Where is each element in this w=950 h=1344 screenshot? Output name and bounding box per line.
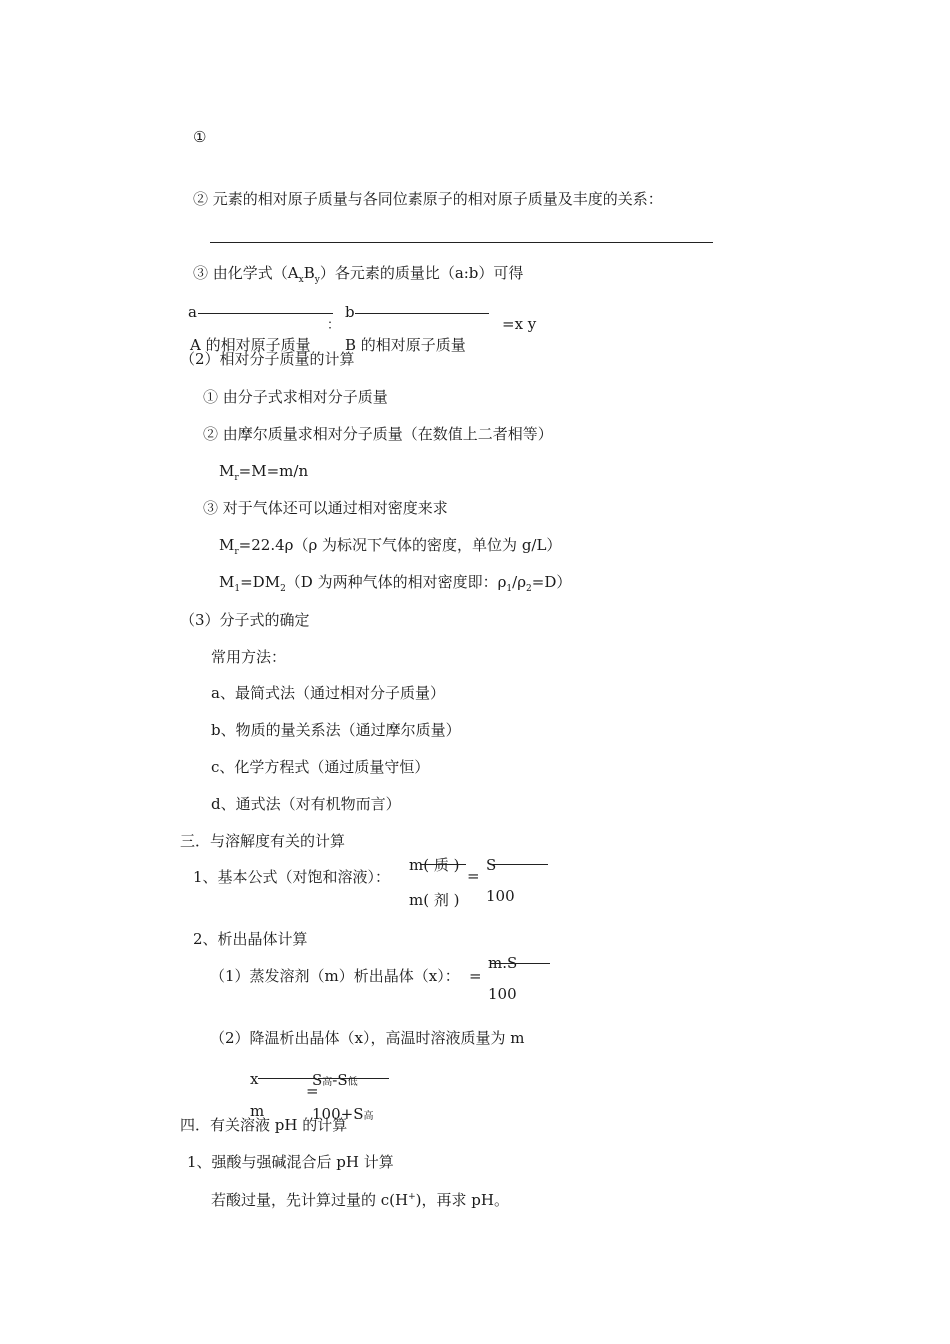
crystal-heading: 2、析出晶体计算: [193, 930, 308, 948]
basic-frac-1-line: [420, 864, 466, 865]
formula-heading: （3）分子式的确定: [180, 611, 310, 629]
cooling-numerator: S高-S低: [312, 1071, 358, 1089]
mr-formula-1: $M_r=M=m/n$: [219, 462, 309, 483]
item-2: ② 元素的相对原子质量与各同位素原子的相对原子质量及丰度的关系：: [193, 190, 663, 208]
method-b: b、物质的量关系法（通过摩尔质量）: [211, 721, 461, 739]
evaporation-denominator: 100: [488, 985, 517, 1003]
basic-frac-1-numerator: m( 质 ): [409, 856, 460, 874]
mr-item-2: ② 由摩尔质量求相对分子质量（在数值上二者相等）: [203, 425, 553, 443]
method-c: c、化学方程式（通过质量守恒）: [211, 758, 430, 776]
fraction-b-numerator: b: [345, 303, 355, 321]
basic-formula-label: 1、基本公式（对饱和溶液）：: [193, 868, 391, 886]
answer-blank-line: [210, 242, 713, 243]
ph-heading: 四．有关溶液 pH 的计算: [180, 1116, 348, 1134]
fraction-a-line: [198, 313, 333, 314]
cooling-right-line: [318, 1078, 389, 1079]
mr-formula-2: $M_r=22.4\rho(\rho$ 为标况下气体的密度，单位为 g/L）: [219, 536, 562, 557]
item-1: ①: [193, 128, 207, 146]
fraction-colon: ：: [327, 318, 341, 333]
basic-frac-2-line: [491, 864, 548, 865]
cooling-x: x: [250, 1070, 259, 1088]
method-a: a、最简式法（通过相对分子质量）: [211, 684, 445, 702]
basic-frac-1-denominator: m( 剂 ): [409, 891, 460, 909]
evaporation-equals: =: [469, 967, 482, 985]
mr-formula-3: $M_1=DM_2(D$ 为两种气体的相对密度即：$\rho_1/\rho_2=D$）: [219, 573, 572, 594]
fraction-result: =x y: [502, 315, 537, 333]
methods-label: 常用方法：: [211, 648, 287, 666]
evaporation-label: （1）蒸发溶剂（m）析出晶体（x）：: [210, 967, 460, 985]
ph-acid-excess: 若酸过量，先计算过量的 c(H+)，再求 pH。: [211, 1191, 509, 1209]
cooling-left-line: [258, 1078, 315, 1079]
fraction-a-numerator: a: [188, 303, 197, 321]
fraction-b-denominator: B 的相对原子质量: [345, 336, 466, 354]
cooling-m: m: [250, 1102, 265, 1120]
cooling-equals: =: [306, 1082, 319, 1100]
item-3: ③ 由化学式$(A_xB_y)$各元素的质量比（a:b）可得: [193, 264, 524, 285]
cooling-denominator: 100+S高: [312, 1105, 374, 1123]
basic-frac-2-denominator: 100: [486, 887, 515, 905]
fraction-b-line: [355, 313, 489, 314]
method-d: d、通式法（对有机物而言）: [211, 795, 401, 813]
cooling-label: （2）降温析出晶体（x），高温时溶液质量为 m: [210, 1029, 525, 1047]
evaporation-line: [491, 963, 550, 964]
mr-heading: （2）相对分子质量的计算: [180, 350, 355, 368]
evaporation-numerator: m.S: [488, 954, 518, 972]
ph-item-1: 1、强酸与强碱混合后 pH 计算: [187, 1153, 394, 1171]
fraction-a-denominator: A 的相对原子质量: [190, 336, 311, 354]
mr-item-3: ③ 对于气体还可以通过相对密度来求: [203, 499, 448, 517]
basic-frac-2-numerator: S: [486, 856, 497, 874]
mr-item-1: ① 由分子式求相对分子质量: [203, 388, 388, 406]
solubility-heading: 三．与溶解度有关的计算: [180, 832, 346, 850]
basic-equals: =: [467, 867, 480, 885]
